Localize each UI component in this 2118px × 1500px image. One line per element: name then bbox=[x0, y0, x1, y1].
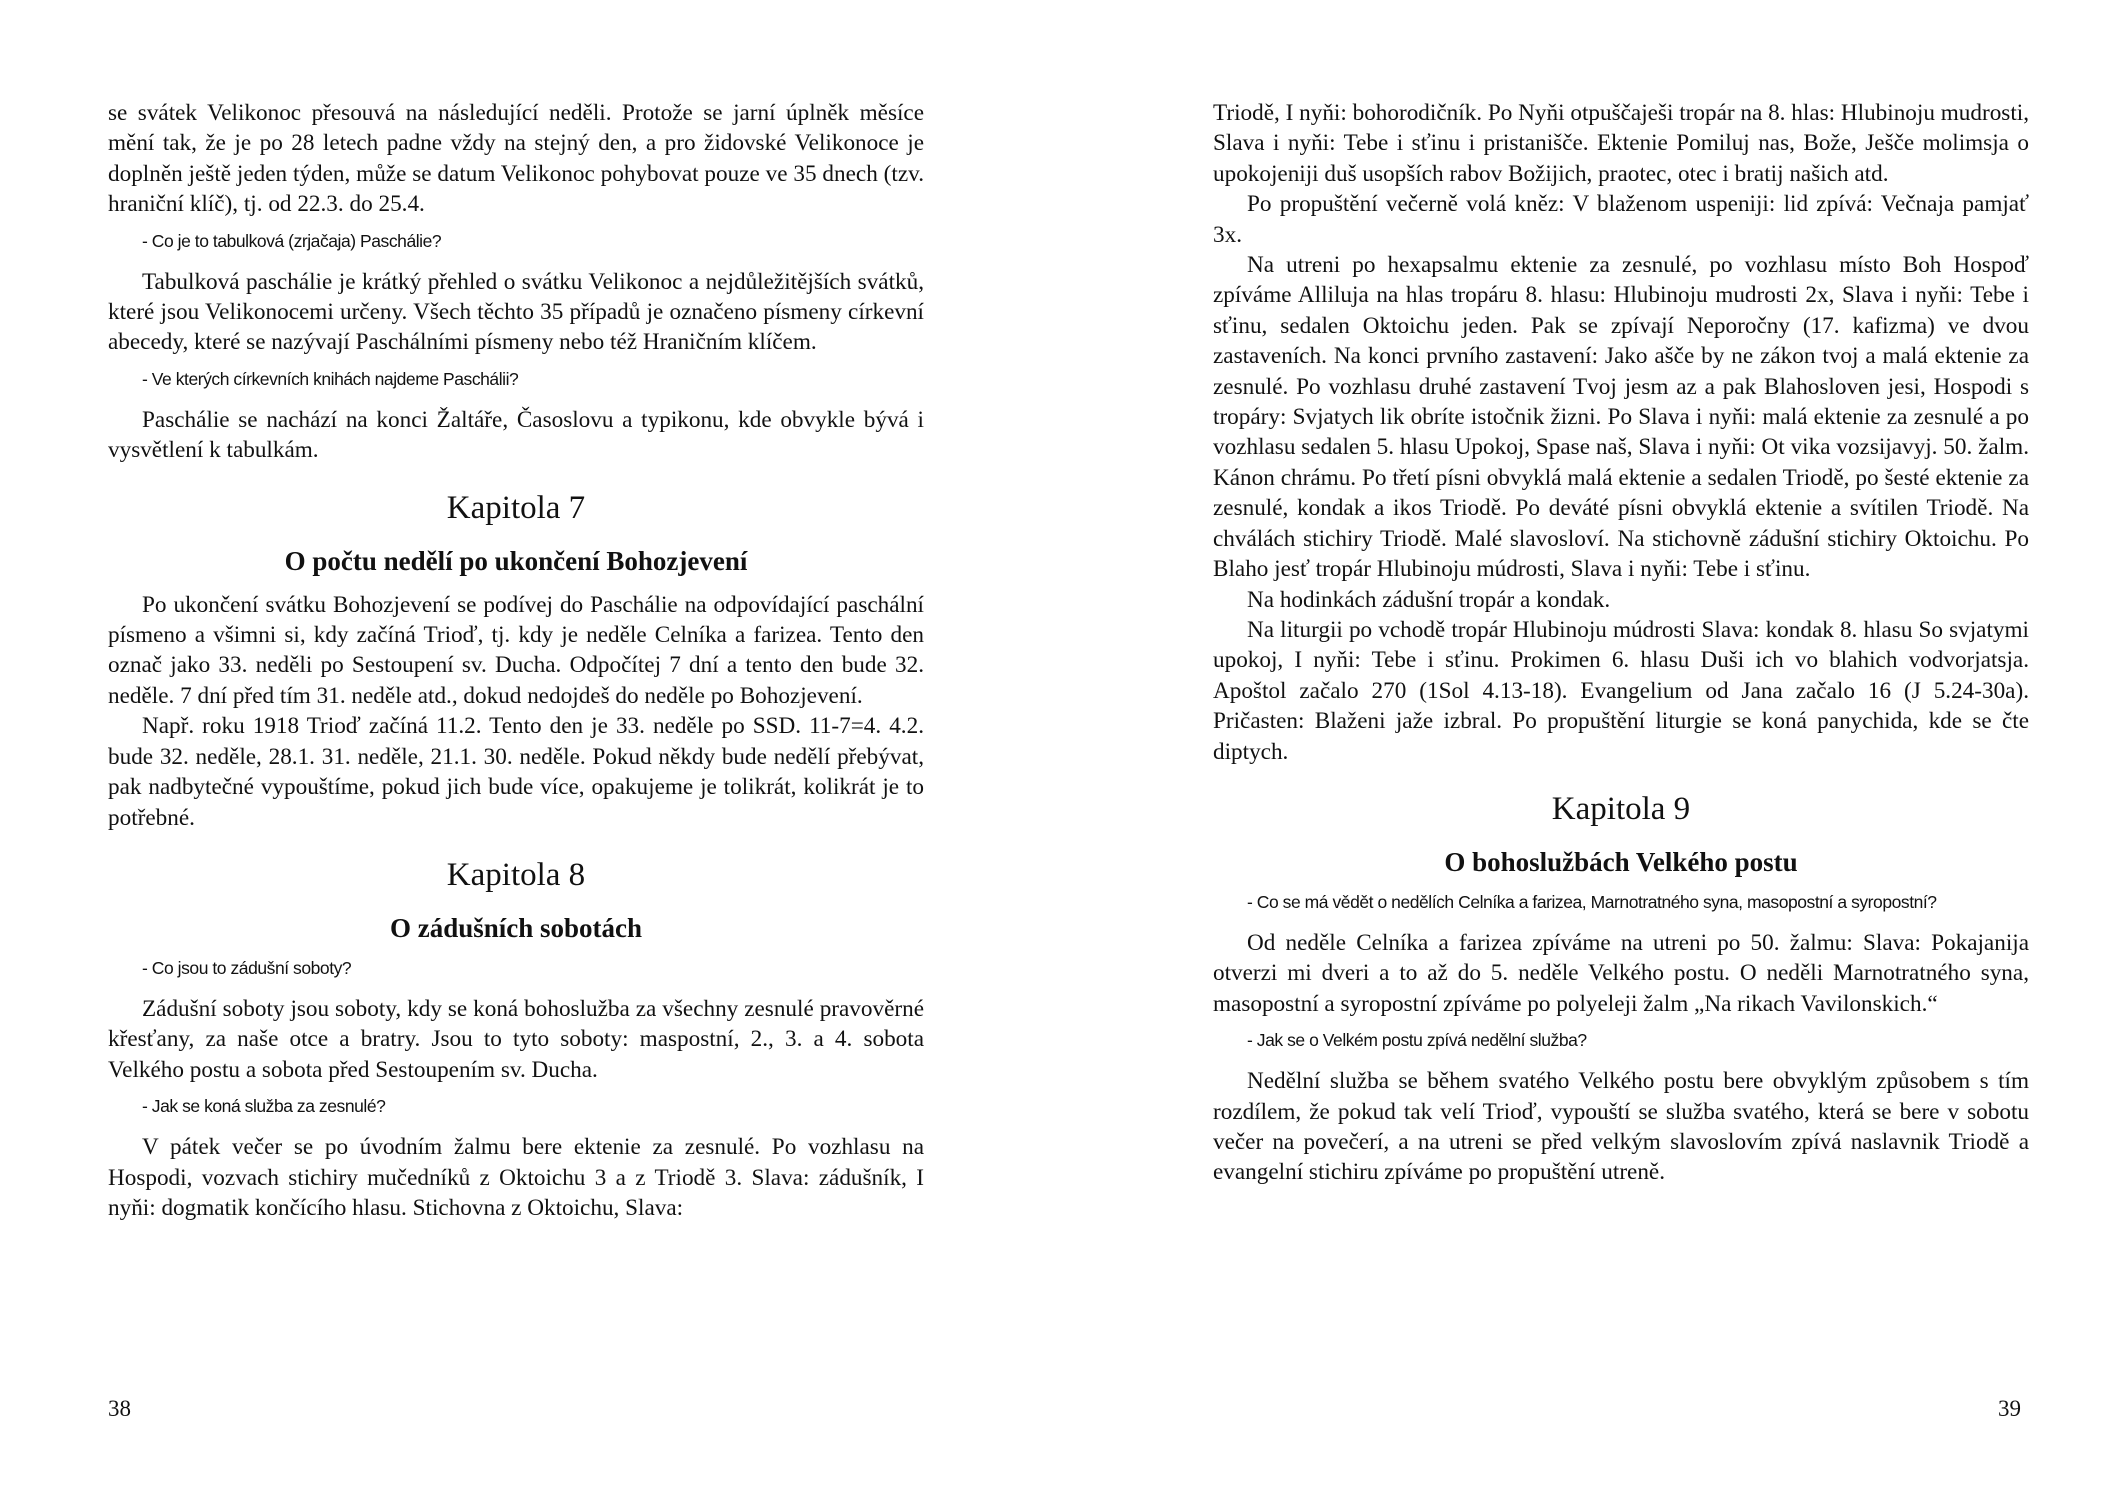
chapter-8-heading: Kapitola 8 bbox=[446, 856, 586, 893]
right-paragraph-1: Triodě, I nyňi: bohorodičník. Po Nyňi otpuščaješi tropár na 8. hlas: Hlubinoju mudrosti, Slava i nyňi: Tebe i sťinu i pristanišče. Ektenie Pomiluj nas, Bože, Ješče molimsja o upokojeniji duš usopších rabov Božijich, praotec, otec i bratij našich atd. bbox=[1213, 100, 2029, 187]
chapter-9-title: O bohoslužbách Velkého postu bbox=[1444, 846, 1798, 877]
answer-paschalia-books: Paschálie se nachází na konci Žaltáře, Časoslovu a typikonu, kde obvykle bývá i vysvětlení k tabulkám. bbox=[108, 406, 924, 464]
answer-memorial-saturdays: Zádušní soboty jsou soboty, kdy se koná bohoslužba za všechny zesnulé pravověrné křesťany, za naše otce a bratry. Jsou to tyto soboty: maspostní, 2., 3. a 4. sobota Velkého postu a sobota před Sestoupením sv. Ducha. bbox=[108, 995, 924, 1083]
question-paschalia-books: - Ve kterých církevních knihách najdeme Paschálii? bbox=[142, 368, 519, 389]
chapter-7-heading: Kapitola 7 bbox=[446, 489, 586, 526]
answer-memorial-service: V pátek večer se po úvodním žalmu bere ektenie za zesnulé. Po vozhlasu na Hospodi, vozvach stichiry mučedníků z Oktoichu 3 a z Triodě 3. Slava: zádušník, I nyňi: dogmatik končícího hlasu. Stichovna z Oktoichu, Slava: bbox=[108, 1134, 924, 1221]
right-paragraph-4: Na hodinkách zádušní tropár a kondak. bbox=[1247, 586, 1611, 613]
chapter-9-heading: Kapitola 9 bbox=[1551, 790, 1691, 827]
answer-paschalia-table: Tabulková paschálie je krátký přehled o svátku Velikonoc a nejdůležitějších svátků, které jsou Velikonocemi určeny. Všech těchto 35 případů je označeno písmeny církevní abecedy, které se nazývají Paschálními písmeny nebo též Hraničním klíčem. bbox=[108, 268, 924, 356]
right-paragraph-5: Na liturgii po vchodě tropár Hlubinoju múdrosti Slava: kondak 8. hlasu So svjatymi upokoj, I nyňi: Tebe i sťinu. Prokimen 6. hlasu Duši ich vo blahich vodvorjatsja. Apoštol začalo 270 (1Sol 4.13-18). Evangelium od Jana začalo 16 (J 5.24-30a). Pričasten: Blaženi jaže izbral. Po propuštění liturgie se koná panychida, kde se čte diptych. bbox=[1213, 616, 2029, 765]
answer-lent-sunday-service: Nedělní služba se během svatého Velkého postu bere obvyklým způsobem s tím rozdílem, že pokud tak velí Trioď, vypouští se služba svatého, která se bere v sobotu večer na povečerí, a na utreni se před velkým slavoslovím zpívá naslavnik Triodě a evangelní stichiru zpíváme po propuštění utreně. bbox=[1213, 1068, 2029, 1186]
chapter-7-paragraph-2: Např. roku 1918 Trioď začíná 11.2. Tento den je 33. neděle po SSD. 11-7=4. 4.2. bude 32. neděle, 28.1. 31. neděle, 21.1. 30. neděle. Pokud někdy bude nedělí přebývat, pak nadbytečné vypouštíme, pokud jich bude více, opakujeme je tolikrát, kolikrát je to potřebné. bbox=[108, 713, 924, 831]
chapter-7-title: O počtu nedělí po ukončení Bohozjevení bbox=[284, 545, 748, 576]
left-page bbox=[108, 98, 924, 1223]
right-paragraph-3: Na utreni po hexapsalmu ektenie za zesnulé, po vozhlasu místo Boh Hospoď zpíváme Alliluja na hlas tropáru 8. hlasu: Hlubinoju mudrosti 2x, Slava i nyňi: Tebe i sťinu, sedalen Oktoichu jeden. Pak se zpívají Neporočny (17. kafizma) ve dvou zastaveních. Na konci prvního zastavení: Jako ašče by ne zákon tvoj a malá ektenie za zesnulé. Po vozhlasu druhé zastavení Tvoj jesm az a pak Blahosloven jesi, Hospodi s tropáry: Svjatych lik obríte istočnik žizni. Po Slava i nyňi: malá ektenie za zesnulé a po vozhlasu sedalen 5. hlasu Upokoj, Spase naš, Slava i nyňi: Ot vika vozsijavyj. 50. žalm. Kánon chrámu. Po třetí písni obvyklá malá ektenie a sedalen Triodě, po šesté ektenie za zesnulé, kondak a ikos Triodě. Po deváté písni obvyklá ektenie a svítilen Triodě. Na chválách stichiry Triodě. Malé slavosloví. Na stichovně zádušní stichiry Oktoichu. Po Blaho jesť tropár Hlubinoju múdrosti, Slava i nyňi: Tebe i sťinu. bbox=[1213, 252, 2029, 583]
question-lent-sunday-service: - Jak se o Velkém postu zpívá nedělní služba? bbox=[1247, 1030, 1587, 1051]
right-paragraph-2: Po propuštění večerně volá kněz: V blaženom uspeniji: lid zpívá: Večnaja pamjať 3x. bbox=[1213, 191, 2029, 248]
chapter-8-title: O zádušních sobotách bbox=[389, 912, 643, 943]
question-lent-sundays: - Co se má vědět o nedělích Celníka a farizea, Marnotratného syna, masopostní a syropostní? bbox=[1247, 891, 1937, 912]
chapter-7-paragraph-1: Po ukončení svátku Bohozjevení se podívej do Paschálie na odpovídající paschální písmeno a všimni si, kdy začíná Trioď, tj. kdy je neděle Celníka a farizea. Tento den označ jako 33. neděli po Sestoupení sv. Ducha. Odpočítej 7 dní a tento den bude 32. neděle. 7 dní před tím 31. neděle atd., dokud nedojdeš do neděle po Bohozjevení. bbox=[108, 591, 924, 709]
question-memorial-service: - Jak se koná služba za zesnulé? bbox=[142, 1096, 386, 1117]
question-memorial-saturdays: - Co jsou to zádušní soboty? bbox=[142, 957, 352, 978]
answer-lent-sundays: Od neděle Celníka a farizea zpíváme na utreni po 50. žalmu: Slava: Pokajanija otverzi mi dveri a to až do 5. neděle Velkého postu. O neděli Marnotratného syna, masopostní a syropostní zpíváme po polyeleji žalm „Na rikach Vavilonskich.“ bbox=[1213, 929, 2029, 1017]
question-paschalia-table: - Co je to tabulková (zrjačaja) Paschálie? bbox=[142, 230, 442, 251]
page-number-right: 39 bbox=[1998, 1396, 2021, 1421]
right-page bbox=[1213, 98, 2029, 1188]
page-number-left: 38 bbox=[108, 1396, 131, 1421]
intro-paragraph: se svátek Velikonoc přesouvá na následující neděli. Protože se jarní úplněk měsíce mění tak, že je po 28 letech padne vždy na stejný den, a pro židovské Velikonoce je doplněn ještě jeden týden, může se datum Velikonoc pohybovat pouze ve 35 dnech (tzv. hraniční klíč), tj. od 22.3. do 25.4. bbox=[108, 100, 924, 218]
